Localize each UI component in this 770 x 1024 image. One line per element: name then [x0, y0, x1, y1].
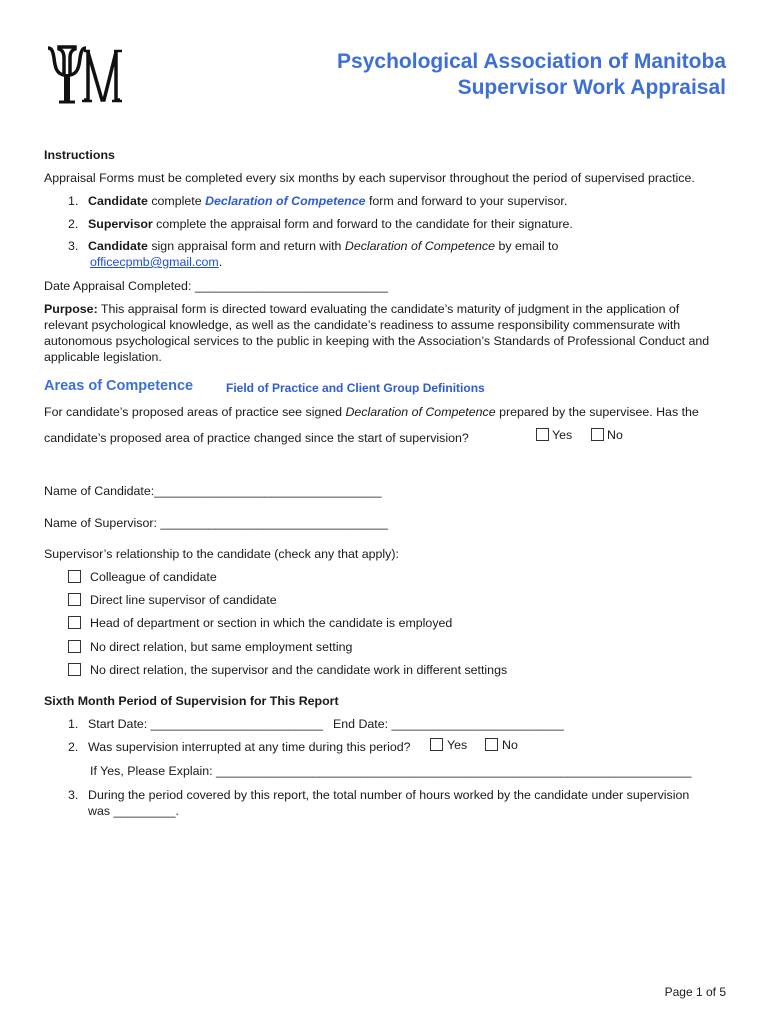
instruction-step-3-cont: officecpmb@gmail.com. — [90, 255, 223, 269]
area-changed-no[interactable]: No — [591, 428, 623, 442]
supervisor-name-field[interactable]: Name of Supervisor: _________________________________ — [44, 516, 388, 530]
explain-field[interactable]: If Yes, Please Explain: _____________________________________________________________________ — [90, 764, 692, 778]
title-organization: Psychological Association of Manitoba — [337, 50, 726, 73]
candidate-name-field[interactable]: Name of Candidate:_________________________________ — [44, 484, 382, 498]
checkbox[interactable] — [591, 428, 604, 441]
interrupted-yes[interactable]: Yes — [430, 738, 467, 752]
title-form: Supervisor Work Appraisal — [457, 76, 726, 99]
relationship-checkbox-1[interactable] — [68, 570, 81, 583]
areas-heading: Areas of Competence — [44, 378, 194, 394]
relationship-checkbox-5[interactable] — [68, 663, 81, 676]
area-changed-yes[interactable]: Yes — [536, 428, 572, 442]
period-item-1: 1. Start Date: _________________________ End Date: _________________________ — [68, 717, 564, 731]
relationship-option-4: No direct relation, but same employment setting — [90, 640, 353, 654]
relationship-option-2: Direct line supervisor of candidate — [90, 593, 277, 607]
areas-line-2: candidate’s proposed area of practice changed since the start of supervision? — [44, 431, 469, 445]
psychological-association-logo — [44, 44, 124, 106]
email-link[interactable]: officecpmb@gmail.com — [90, 255, 219, 269]
period-heading: Sixth Month Period of Supervision for This Report — [44, 694, 339, 708]
relationship-checkbox-4[interactable] — [68, 640, 81, 653]
relationship-option-3: Head of department or section in which the candidate is employed — [90, 616, 453, 630]
period-item-2: 2. Was supervision interrupted at any time during this period? — [68, 740, 411, 754]
instruction-step-2: 2. Supervisor complete the appraisal form and forward to the candidate for their signature. — [68, 217, 573, 231]
date-completed-field[interactable]: Date Appraisal Completed: ____________________________ — [44, 279, 388, 293]
relationship-prompt: Supervisor’s relationship to the candidate (check any that apply): — [44, 547, 399, 561]
hours-field[interactable]: was _________. — [88, 804, 179, 818]
page-number: Page 1 of 5 — [664, 985, 726, 999]
period-item-3: 3. During the period covered by this report, the total number of hours worked by the candidate under supervision was _________. — [68, 788, 690, 818]
instructions-heading: Instructions — [44, 148, 115, 162]
interrupted-no[interactable]: No — [485, 738, 518, 752]
relationship-option-5: No direct relation, the supervisor and the candidate work in different settings — [90, 663, 508, 677]
relationship-option-1: Colleague of candidate — [90, 570, 217, 584]
relationship-checkbox-3[interactable] — [68, 616, 81, 629]
areas-line-1: For candidate’s proposed areas of practice see signed Declaration of Competence prepared by the supervisee. Has the — [44, 405, 699, 419]
checkbox[interactable] — [485, 738, 498, 751]
instructions-intro: Appraisal Forms must be completed every six months by each supervisor throughout the period of supervised practice. — [44, 171, 695, 185]
start-date-field[interactable]: Start Date: _________________________ — [88, 717, 323, 731]
checkbox[interactable] — [536, 428, 549, 441]
checkbox[interactable] — [430, 738, 443, 751]
purpose-paragraph: Purpose: This appraisal form is directed toward evaluating the candidate’s maturity of judgment in the application of relevant psychological knowledge, as well as the candidate’s readiness to assume responsibility commensurate with autonomous psychological services to the public in keeping with the Association’s Standards of Professional Conduct and applicable legislation. — [44, 302, 710, 364]
definitions-link[interactable]: Field of Practice and Client Group Definitions — [226, 381, 485, 395]
relationship-checkbox-2[interactable] — [68, 593, 81, 606]
end-date-field[interactable]: End Date: _________________________ — [332, 717, 564, 731]
instruction-step-1: 1. Candidate complete Declaration of Competence form and forward to your supervisor. — [68, 194, 568, 208]
instruction-step-3: 3. Candidate sign appraisal form and return with Declaration of Competence by email to — [68, 239, 559, 253]
